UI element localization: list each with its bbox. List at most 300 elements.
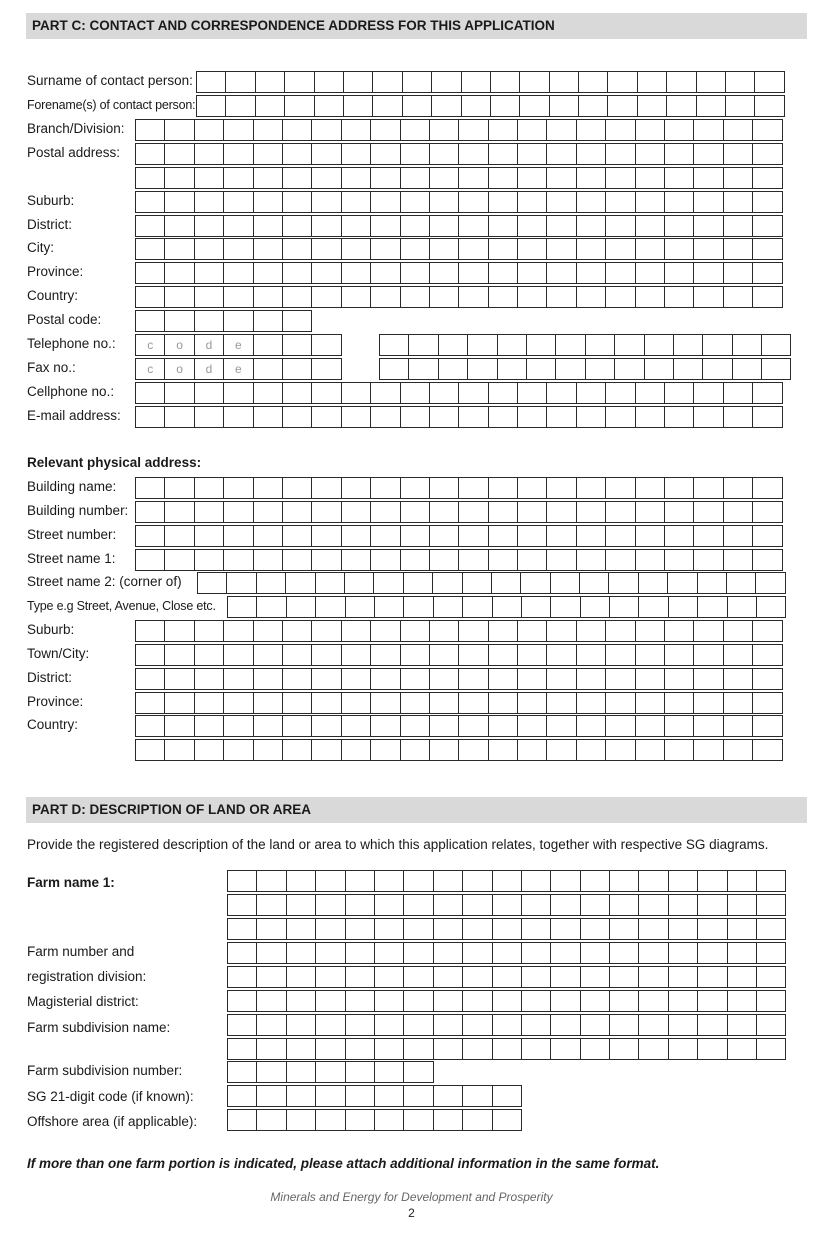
input-box[interactable] [253,715,283,737]
input-box[interactable] [196,71,226,93]
input-box[interactable] [546,620,576,642]
input-box[interactable] [370,692,400,714]
input-box[interactable] [311,620,341,642]
input-box[interactable] [341,715,371,737]
input-box[interactable] [135,739,165,761]
input-box[interactable] [605,286,635,308]
input-box[interactable] [253,143,283,165]
input-box[interactable] [697,572,727,594]
input-box[interactable] [223,191,253,213]
input-box[interactable] [431,71,461,93]
input-box[interactable] [341,668,371,690]
input-box[interactable] [693,238,723,260]
input-box[interactable] [462,572,492,594]
input-box[interactable] [311,501,341,523]
input-box[interactable] [756,966,786,988]
input-box[interactable] [253,620,283,642]
input-box[interactable] [429,668,459,690]
input-box[interactable] [668,1038,698,1060]
input-box[interactable] [253,262,283,284]
input-box[interactable] [135,310,165,332]
subdivision-name-line2-input[interactable] [227,1038,785,1060]
input-box[interactable] [605,215,635,237]
input-box[interactable] [607,71,637,93]
code-hint-box[interactable]: c [135,334,165,356]
input-box[interactable] [315,1061,345,1083]
input-box[interactable] [727,918,757,940]
input-box[interactable] [345,596,375,618]
input-box[interactable] [752,501,782,523]
input-box[interactable] [609,596,639,618]
input-box[interactable] [282,620,312,642]
input-box[interactable] [752,739,782,761]
input-box[interactable] [429,286,459,308]
input-box[interactable] [433,1085,463,1107]
input-box[interactable] [341,477,371,499]
suburb-input[interactable] [135,191,782,213]
input-box[interactable] [752,549,782,571]
input-box[interactable] [223,692,253,714]
input-box[interactable] [374,918,404,940]
input-box[interactable] [164,382,194,404]
fax-code-input[interactable] [135,358,341,380]
input-box[interactable] [492,990,522,1012]
input-box[interactable] [400,191,430,213]
input-box[interactable] [194,382,224,404]
input-box[interactable] [723,143,753,165]
input-box[interactable] [723,238,753,260]
code-hint-box[interactable]: e [223,334,253,356]
street-name2-input[interactable] [197,572,785,594]
input-box[interactable] [644,358,674,380]
input-box[interactable] [546,477,576,499]
input-box[interactable] [609,1038,639,1060]
input-box[interactable] [546,739,576,761]
input-box[interactable] [546,501,576,523]
input-box[interactable] [756,990,786,1012]
input-box[interactable] [164,668,194,690]
input-box[interactable] [752,644,782,666]
input-box[interactable] [282,382,312,404]
input-box[interactable] [517,525,547,547]
input-box[interactable] [497,358,527,380]
input-box[interactable] [135,644,165,666]
input-box[interactable] [555,334,585,356]
input-box[interactable] [227,1085,257,1107]
input-box[interactable] [164,143,194,165]
input-box[interactable] [580,990,610,1012]
input-box[interactable] [194,715,224,737]
input-box[interactable] [194,310,224,332]
input-box[interactable] [370,215,400,237]
input-box[interactable] [693,692,723,714]
input-box[interactable] [311,143,341,165]
input-box[interactable] [666,95,696,117]
input-box[interactable] [282,715,312,737]
input-box[interactable] [374,990,404,1012]
input-box[interactable] [723,715,753,737]
input-box[interactable] [256,966,286,988]
input-box[interactable] [635,215,665,237]
input-box[interactable] [458,286,488,308]
input-box[interactable] [521,596,551,618]
input-box[interactable] [723,501,753,523]
input-box[interactable] [635,644,665,666]
input-box[interactable] [752,215,782,237]
input-box[interactable] [400,382,430,404]
input-box[interactable] [370,620,400,642]
input-box[interactable] [227,1109,257,1131]
input-box[interactable] [462,1038,492,1060]
input-box[interactable] [458,715,488,737]
input-box[interactable] [197,572,227,594]
input-box[interactable] [579,572,609,594]
input-box[interactable] [667,572,697,594]
input-box[interactable] [374,1014,404,1036]
input-box[interactable] [756,918,786,940]
input-box[interactable] [374,870,404,892]
input-box[interactable] [400,406,430,428]
input-box[interactable] [403,870,433,892]
input-box[interactable] [492,1038,522,1060]
input-box[interactable] [693,477,723,499]
input-box[interactable] [282,549,312,571]
input-box[interactable] [374,596,404,618]
input-box[interactable] [429,525,459,547]
input-box[interactable] [635,143,665,165]
input-box[interactable] [433,990,463,1012]
input-box[interactable] [253,739,283,761]
input-box[interactable] [223,310,253,332]
code-hint-box[interactable]: o [164,358,194,380]
telephone-code-input[interactable] [135,334,341,356]
town-city-input[interactable] [135,644,782,666]
input-box[interactable] [458,382,488,404]
input-box[interactable] [517,143,547,165]
input-box[interactable] [488,620,518,642]
input-box[interactable] [400,167,430,189]
input-box[interactable] [638,894,668,916]
input-box[interactable] [403,596,433,618]
input-box[interactable] [223,238,253,260]
input-box[interactable] [135,715,165,737]
input-box[interactable] [408,334,438,356]
input-box[interactable] [458,549,488,571]
input-box[interactable] [282,262,312,284]
input-box[interactable] [664,477,694,499]
input-box[interactable] [135,692,165,714]
input-box[interactable] [403,894,433,916]
input-box[interactable] [345,870,375,892]
input-box[interactable] [282,525,312,547]
input-box[interactable] [341,644,371,666]
farm-name-line3-input[interactable] [227,918,785,940]
input-box[interactable] [284,95,314,117]
input-box[interactable] [635,119,665,141]
input-box[interactable] [400,644,430,666]
farm-name-line1-input[interactable] [227,870,785,892]
input-box[interactable] [438,334,468,356]
input-box[interactable] [635,739,665,761]
input-box[interactable] [315,966,345,988]
input-box[interactable] [697,596,727,618]
input-box[interactable] [256,596,286,618]
input-box[interactable] [433,894,463,916]
input-box[interactable] [286,894,316,916]
input-box[interactable] [635,525,665,547]
input-box[interactable] [429,382,459,404]
input-box[interactable] [488,119,518,141]
input-box[interactable] [194,238,224,260]
input-box[interactable] [253,215,283,237]
input-box[interactable] [286,966,316,988]
input-box[interactable] [488,501,518,523]
input-box[interactable] [164,262,194,284]
input-box[interactable] [693,119,723,141]
input-box[interactable] [311,286,341,308]
input-box[interactable] [429,692,459,714]
input-box[interactable] [315,990,345,1012]
input-box[interactable] [517,501,547,523]
input-box[interactable] [635,501,665,523]
input-box[interactable] [546,191,576,213]
input-box[interactable] [194,406,224,428]
input-box[interactable] [223,668,253,690]
input-box[interactable] [164,191,194,213]
input-box[interactable] [164,501,194,523]
input-box[interactable] [164,477,194,499]
input-box[interactable] [253,382,283,404]
input-box[interactable] [673,358,703,380]
input-box[interactable] [492,918,522,940]
input-box[interactable] [458,143,488,165]
input-box[interactable] [605,167,635,189]
offshore-input[interactable] [227,1109,521,1131]
input-box[interactable] [135,286,165,308]
input-box[interactable] [664,119,694,141]
input-box[interactable] [576,525,606,547]
input-box[interactable] [429,715,459,737]
input-box[interactable] [438,358,468,380]
input-box[interactable] [458,477,488,499]
input-box[interactable] [517,406,547,428]
surname-input[interactable] [196,71,784,93]
input-box[interactable] [723,167,753,189]
street-name1-input[interactable] [135,549,782,571]
fax-number-input[interactable] [379,358,790,380]
postal-address-line1-input[interactable] [135,143,782,165]
input-box[interactable] [282,310,312,332]
input-box[interactable] [732,334,762,356]
input-box[interactable] [723,477,753,499]
input-box[interactable] [752,167,782,189]
input-box[interactable] [664,143,694,165]
input-box[interactable] [135,620,165,642]
input-box[interactable] [609,870,639,892]
input-box[interactable] [255,71,285,93]
input-box[interactable] [194,286,224,308]
input-box[interactable] [164,238,194,260]
input-box[interactable] [756,1038,786,1060]
input-box[interactable] [433,1014,463,1036]
input-box[interactable] [761,358,791,380]
input-box[interactable] [400,262,430,284]
input-box[interactable] [664,644,694,666]
input-box[interactable] [256,990,286,1012]
input-box[interactable] [370,119,400,141]
input-box[interactable] [664,620,694,642]
input-box[interactable] [315,1085,345,1107]
input-box[interactable] [668,870,698,892]
input-box[interactable] [580,918,610,940]
input-box[interactable] [341,525,371,547]
input-box[interactable] [311,238,341,260]
subdivision-number-input[interactable] [227,1061,433,1083]
input-box[interactable] [609,966,639,988]
input-box[interactable] [164,119,194,141]
province-input[interactable] [135,262,782,284]
input-box[interactable] [370,525,400,547]
input-box[interactable] [135,238,165,260]
input-box[interactable] [403,942,433,964]
input-box[interactable] [723,692,753,714]
input-box[interactable] [227,1014,257,1036]
input-box[interactable] [723,525,753,547]
input-box[interactable] [433,596,463,618]
input-box[interactable] [580,1014,610,1036]
input-box[interactable] [256,942,286,964]
input-box[interactable] [635,406,665,428]
input-box[interactable] [286,942,316,964]
input-box[interactable] [429,238,459,260]
input-box[interactable] [429,215,459,237]
input-box[interactable] [225,95,255,117]
input-box[interactable] [311,525,341,547]
input-box[interactable] [462,966,492,988]
input-box[interactable] [256,894,286,916]
input-box[interactable] [576,501,606,523]
input-box[interactable] [488,382,518,404]
physical-country-line1-input[interactable] [135,715,782,737]
input-box[interactable] [605,549,635,571]
input-box[interactable] [668,894,698,916]
input-box[interactable] [403,966,433,988]
input-box[interactable] [693,644,723,666]
input-box[interactable] [164,167,194,189]
input-box[interactable] [345,990,375,1012]
input-box[interactable] [374,1061,404,1083]
input-box[interactable] [429,143,459,165]
input-box[interactable] [253,644,283,666]
input-box[interactable] [256,918,286,940]
input-box[interactable] [282,238,312,260]
input-box[interactable] [433,966,463,988]
input-box[interactable] [256,572,286,594]
input-box[interactable] [517,238,547,260]
input-box[interactable] [227,1038,257,1060]
input-box[interactable] [282,143,312,165]
input-box[interactable] [664,501,694,523]
branch-input[interactable] [135,119,782,141]
input-box[interactable] [458,739,488,761]
input-box[interactable] [458,215,488,237]
input-box[interactable] [576,238,606,260]
input-box[interactable] [135,477,165,499]
input-box[interactable] [727,894,757,916]
input-box[interactable] [635,286,665,308]
input-box[interactable] [488,262,518,284]
input-box[interactable] [576,692,606,714]
input-box[interactable] [517,739,547,761]
input-box[interactable] [282,692,312,714]
input-box[interactable] [638,942,668,964]
input-box[interactable] [605,238,635,260]
input-box[interactable] [370,739,400,761]
input-box[interactable] [576,167,606,189]
input-box[interactable] [727,1038,757,1060]
input-box[interactable] [135,119,165,141]
input-box[interactable] [635,692,665,714]
input-box[interactable] [227,596,257,618]
input-box[interactable] [403,1014,433,1036]
input-box[interactable] [550,1014,580,1036]
input-box[interactable] [341,286,371,308]
input-box[interactable] [311,692,341,714]
input-box[interactable] [697,1014,727,1036]
input-box[interactable] [664,238,694,260]
input-box[interactable] [546,286,576,308]
input-box[interactable] [723,668,753,690]
input-box[interactable] [517,620,547,642]
input-box[interactable] [164,310,194,332]
input-box[interactable] [374,966,404,988]
input-box[interactable] [135,191,165,213]
input-box[interactable] [311,334,341,356]
input-box[interactable] [341,262,371,284]
physical-suburb-input[interactable] [135,620,782,642]
input-box[interactable] [286,1061,316,1083]
input-box[interactable] [341,692,371,714]
input-box[interactable] [194,739,224,761]
input-box[interactable] [370,549,400,571]
input-box[interactable] [637,95,667,117]
input-box[interactable] [341,238,371,260]
input-box[interactable] [226,572,256,594]
input-box[interactable] [370,167,400,189]
input-box[interactable] [286,1085,316,1107]
input-box[interactable] [194,549,224,571]
input-box[interactable] [517,549,547,571]
input-box[interactable] [488,525,518,547]
input-box[interactable] [164,644,194,666]
input-box[interactable] [550,596,580,618]
input-box[interactable] [225,71,255,93]
input-box[interactable] [429,477,459,499]
physical-province-input[interactable] [135,692,782,714]
input-box[interactable] [605,644,635,666]
input-box[interactable] [756,942,786,964]
input-box[interactable] [605,668,635,690]
input-box[interactable] [488,191,518,213]
input-box[interactable] [693,525,723,547]
input-box[interactable] [370,477,400,499]
input-box[interactable] [638,1038,668,1060]
cellphone-input[interactable] [135,382,782,404]
input-box[interactable] [578,71,608,93]
input-box[interactable] [194,668,224,690]
input-box[interactable] [752,668,782,690]
input-box[interactable] [550,942,580,964]
